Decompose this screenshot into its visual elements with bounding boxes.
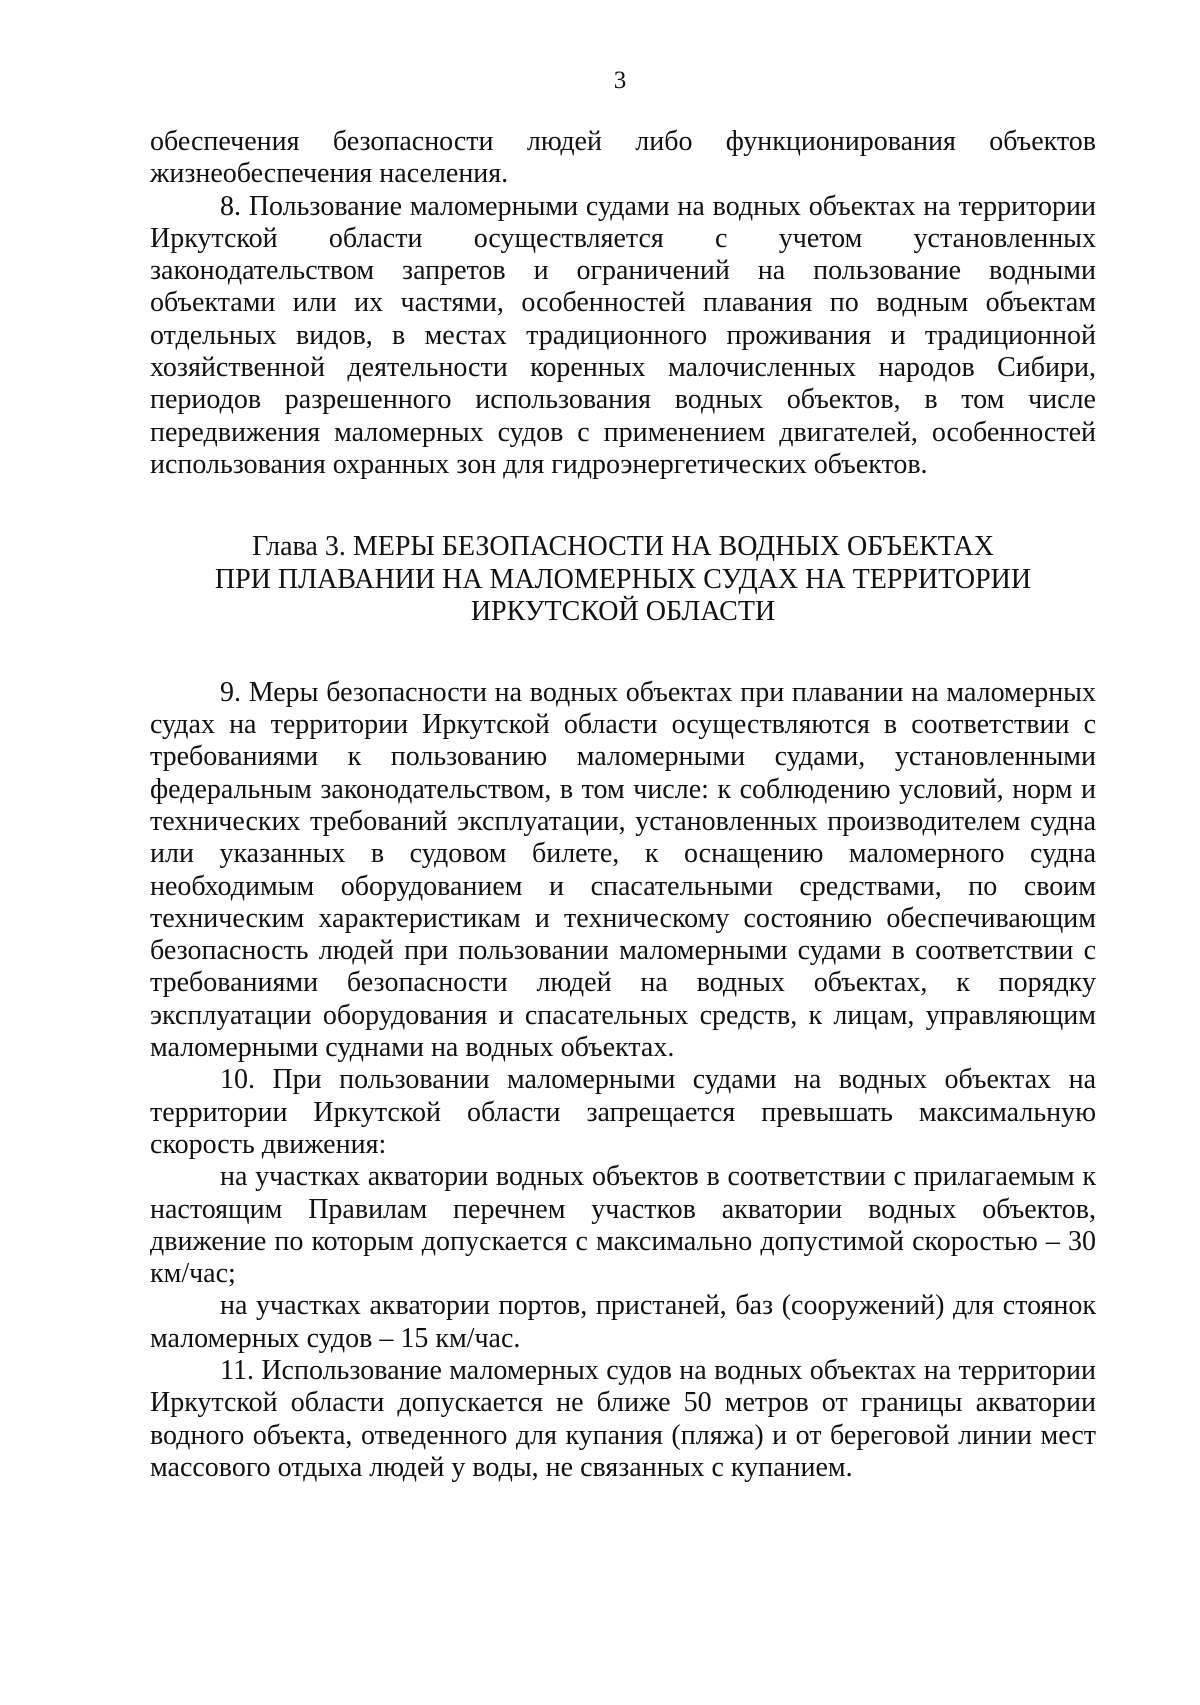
- paragraph-11: 11. Использование маломерных судов на водных объектах на территории Иркутской области допускается не ближе 50 метров от границы акватории водного объекта, отведенного для купания (пляжа) и от береговой линии мест массового отдыха людей у воды, не связанных с купанием.: [150, 1355, 1096, 1483]
- chapter-heading-line-2: ПРИ ПЛАВАНИИ НА МАЛОМЕРНЫХ СУДАХ НА ТЕРРИТОРИИ: [214, 563, 1032, 595]
- document-body: [150, 126, 1096, 1484]
- paragraph-10-item-a: на участках акватории водных объектов в соответствии с прилагаемым к настоящим Правилам перечнем участков акватории водных объектов, движение по которым допускается с максимально допустимой скоростью – 30 км/час;: [150, 1161, 1096, 1290]
- paragraph-9: 9. Меры безопасности на водных объектах при плавании на маломерных судах на территории Иркутской области осуществляются в соответствии с требованиями к пользованию маломерными судами, установленными федеральным законодательством, в том числе: к соблюдению условий, норм и технических требований эксплуатации, установленных производителем судна или указанных в судовом билете, к оснащению маломерного судна необходимым оборудованием и спасательными средствами, по своим техническим характеристикам и техническому состоянию обеспечивающим безопасность людей при пользовании маломерными судами в соответствии с требованиями безопасности людей на водных объектах, к порядку эксплуатации оборудования и спасательных средств, к лицам, управляющим маломерными суднами на водных объектах.: [150, 676, 1096, 1064]
- paragraph-continuation: обеспечения безопасности людей либо функционирования объектов жизнеобеспечения населения.: [150, 126, 1096, 190]
- paragraph-8: 8. Пользование маломерными судами на водных объектах на территории Иркутской области осуществляется с учетом установленных законодательством запретов и ограничений на пользование водными объектами или их частями, особенностей плавания по водным объектам отдельных видов, в местах традиционного проживания и традиционной хозяйственной деятельности коренных малочисленных народов Сибири, периодов разрешенного использования водных объектов, в том числе передвижения маломерных судов с применением двигателей, особенностей использования охранных зон для гидроэнергетических объектов.: [150, 190, 1096, 480]
- paragraph-10: 10. При пользовании маломерными судами на водных объектах на территории Иркутской области запрещается превышать максимальную скорость движения:: [150, 1064, 1096, 1160]
- page-number: 3: [613, 67, 627, 94]
- chapter-heading-line-1: Глава 3. МЕРЫ БЕЗОПАСНОСТИ НА ВОДНЫХ ОБЪЕКТАХ: [252, 531, 994, 563]
- chapter-heading-line-3: ИРКУТСКОЙ ОБЛАСТИ: [470, 596, 776, 628]
- chapter-heading: [150, 531, 1096, 629]
- paragraph-10-item-b: на участках акватории портов, пристаней, баз (сооружений) для стоянок маломерных судов – 15 км/час.: [150, 1290, 1096, 1354]
